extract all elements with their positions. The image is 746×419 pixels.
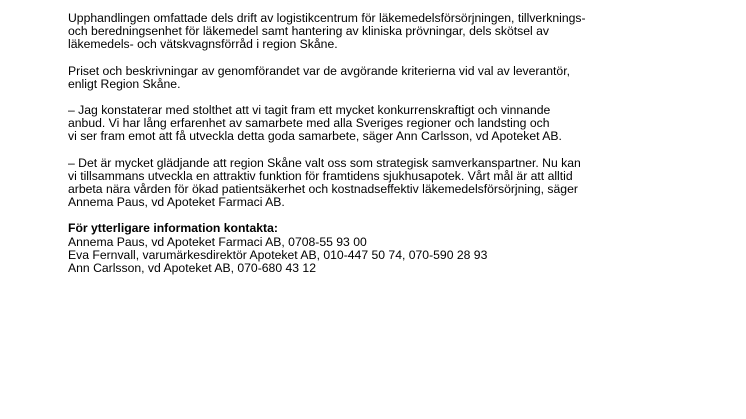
text-line: vi ser fram emot att få utveckla detta goda samarbete, säger Ann Carlsson, vd Apoteket AB. (68, 129, 562, 144)
contact-heading: För ytterligare information kontakta: (68, 221, 278, 236)
paragraph-criteria (68, 65, 738, 91)
document-page (68, 12, 738, 288)
text-line: enligt Region Skåne. (68, 76, 181, 91)
text-line: – Jag konstaterar med stolthet att vi tagit fram ett mycket konkurrenskraftigt och vinnande (68, 103, 551, 118)
paragraph-quote-paus (68, 157, 738, 210)
contact-line: Ann Carlsson, vd Apoteket AB, 070-680 43 12 (68, 261, 316, 276)
text-line: och beredningsenhet för läkemedel samt hantering av kliniska prövningar, dels skötsel av (68, 24, 550, 39)
text-line: arbeta nära vården för ökad patientsäkerhet och kostnadseffektiv läkemedelsförsörjning, säger (68, 182, 578, 197)
text-line: läkemedels- och vätskvagnsförråd i region Skåne. (68, 37, 338, 52)
text-line: Priset och beskrivningar av genomförandet var de avgörande kriterierna vid val av leverantör, (68, 63, 570, 78)
text-line: – Det är mycket glädjande att region Skåne valt oss som strategisk samverkanspartner. Nu kan (68, 155, 581, 170)
paragraph-procurement (68, 12, 738, 52)
contact-line: Eva Fernvall, varumärkesdirektör Apoteket AB, 010-447 50 74, 070-590 28 93 (68, 247, 488, 262)
text-line: anbud. Vi har lång erfarenhet av samarbete med alla Sveriges regioner och landsting och (68, 116, 550, 131)
contact-section (68, 222, 738, 275)
paragraph-quote-carlsson (68, 104, 738, 144)
text-line: Annema Paus, vd Apoteket Farmaci AB. (68, 195, 285, 210)
text-line: vi tillsammans utveckla en attraktiv funktion för framtidens sjukhusapotek. Vårt mål är att alltid (68, 168, 573, 183)
text-line: Upphandlingen omfattade dels drift av logistikcentrum för läkemedelsförsörjningen, tillverknings- (68, 11, 586, 25)
contact-line: Annema Paus, vd Apoteket Farmaci AB, 0708-55 93 00 (68, 234, 367, 249)
